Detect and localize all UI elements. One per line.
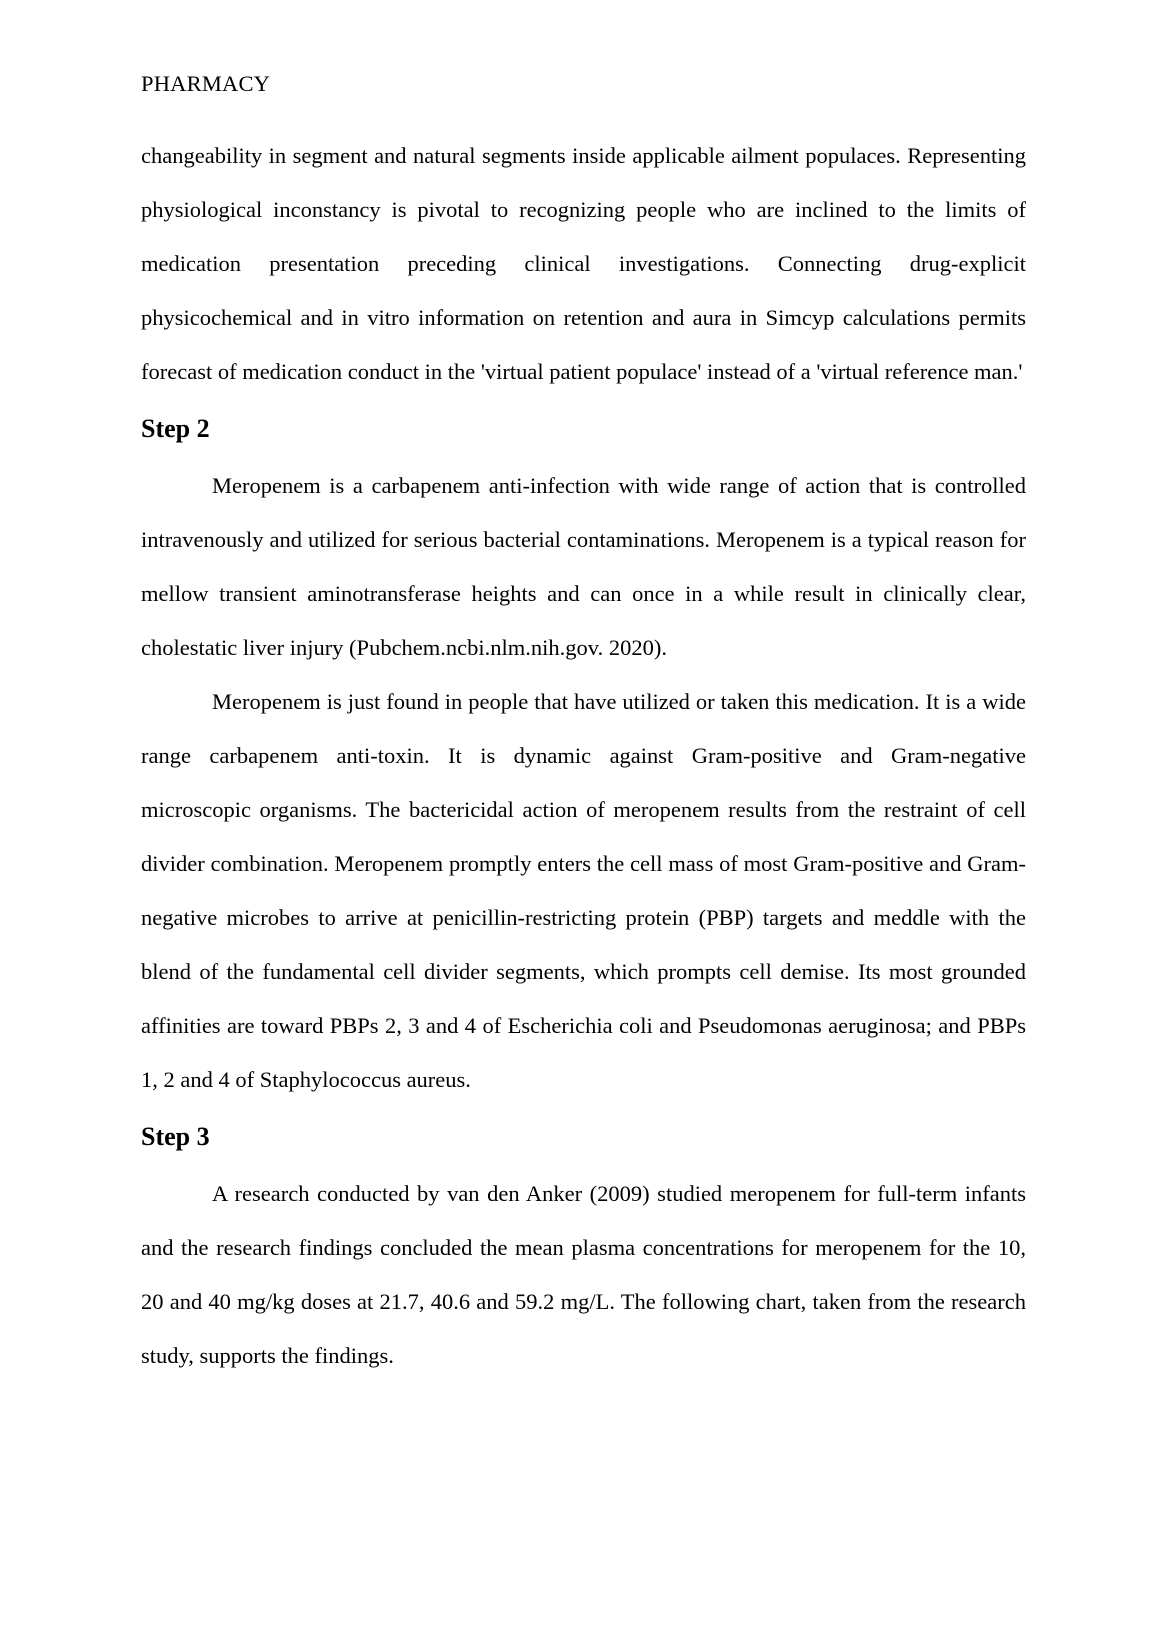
step-2-paragraph-2: Meropenem is just found in people that have utilized or taken this medication. It is a wide range carbapenem anti-toxin. It is dynamic against Gram-positive and Gram-negative microscopic organisms. The bactericidal action of meropenem results from the restraint of cell divider combination. Meropenem promptly enters the cell mass of most Gram-positive and Gram-negative microbes to arrive at penicillin-restricting protein (PBP) targets and meddle with the blend of the fundamental cell divider segments, which prompts cell demise. Its most grounded affinities are toward PBPs 2, 3 and 4 of Escherichia coli and Pseudomonas aeruginosa; and PBPs 1, 2 and 4 of Staphylococcus aureus.	[141, 689, 1026, 1092]
running-head: PHARMACY	[141, 71, 271, 96]
document-body	[141, 129, 1026, 1383]
continuation-paragraph: changeability in segment and natural segments inside applicable ailment populaces. Representing physiological inconstancy is pivotal to recognizing people who are inclined to the limits of medication presentation preceding clinical investigations. Connecting drug-explicit physicochemical and in vitro information on retention and aura in Simcyp calculations permits forecast of medication conduct in the 'virtual patient populace' instead of a 'virtual reference man.'	[141, 143, 1026, 384]
step-3-heading: Step 3	[141, 1122, 210, 1151]
step-2-paragraph-1: Meropenem is a carbapenem anti-infection with wide range of action that is controlled intravenously and utilized for serious bacterial contaminations. Meropenem is a typical reason for mellow transient aminotransferase heights and can once in a while result in clinically clear, cholestatic liver injury (Pubchem.ncbi.nlm.nih.gov. 2020).	[141, 473, 1026, 660]
step-3-paragraph-1: A research conducted by van den Anker (2009) studied meropenem for full-term infants and the research findings concluded the mean plasma concentrations for meropenem for the 10, 20 and 40 mg/kg doses at 21.7, 40.6 and 59.2 mg/L. The following chart, taken from the research study, supports the findings.	[141, 1181, 1026, 1368]
step-2-heading: Step 2	[141, 414, 210, 443]
